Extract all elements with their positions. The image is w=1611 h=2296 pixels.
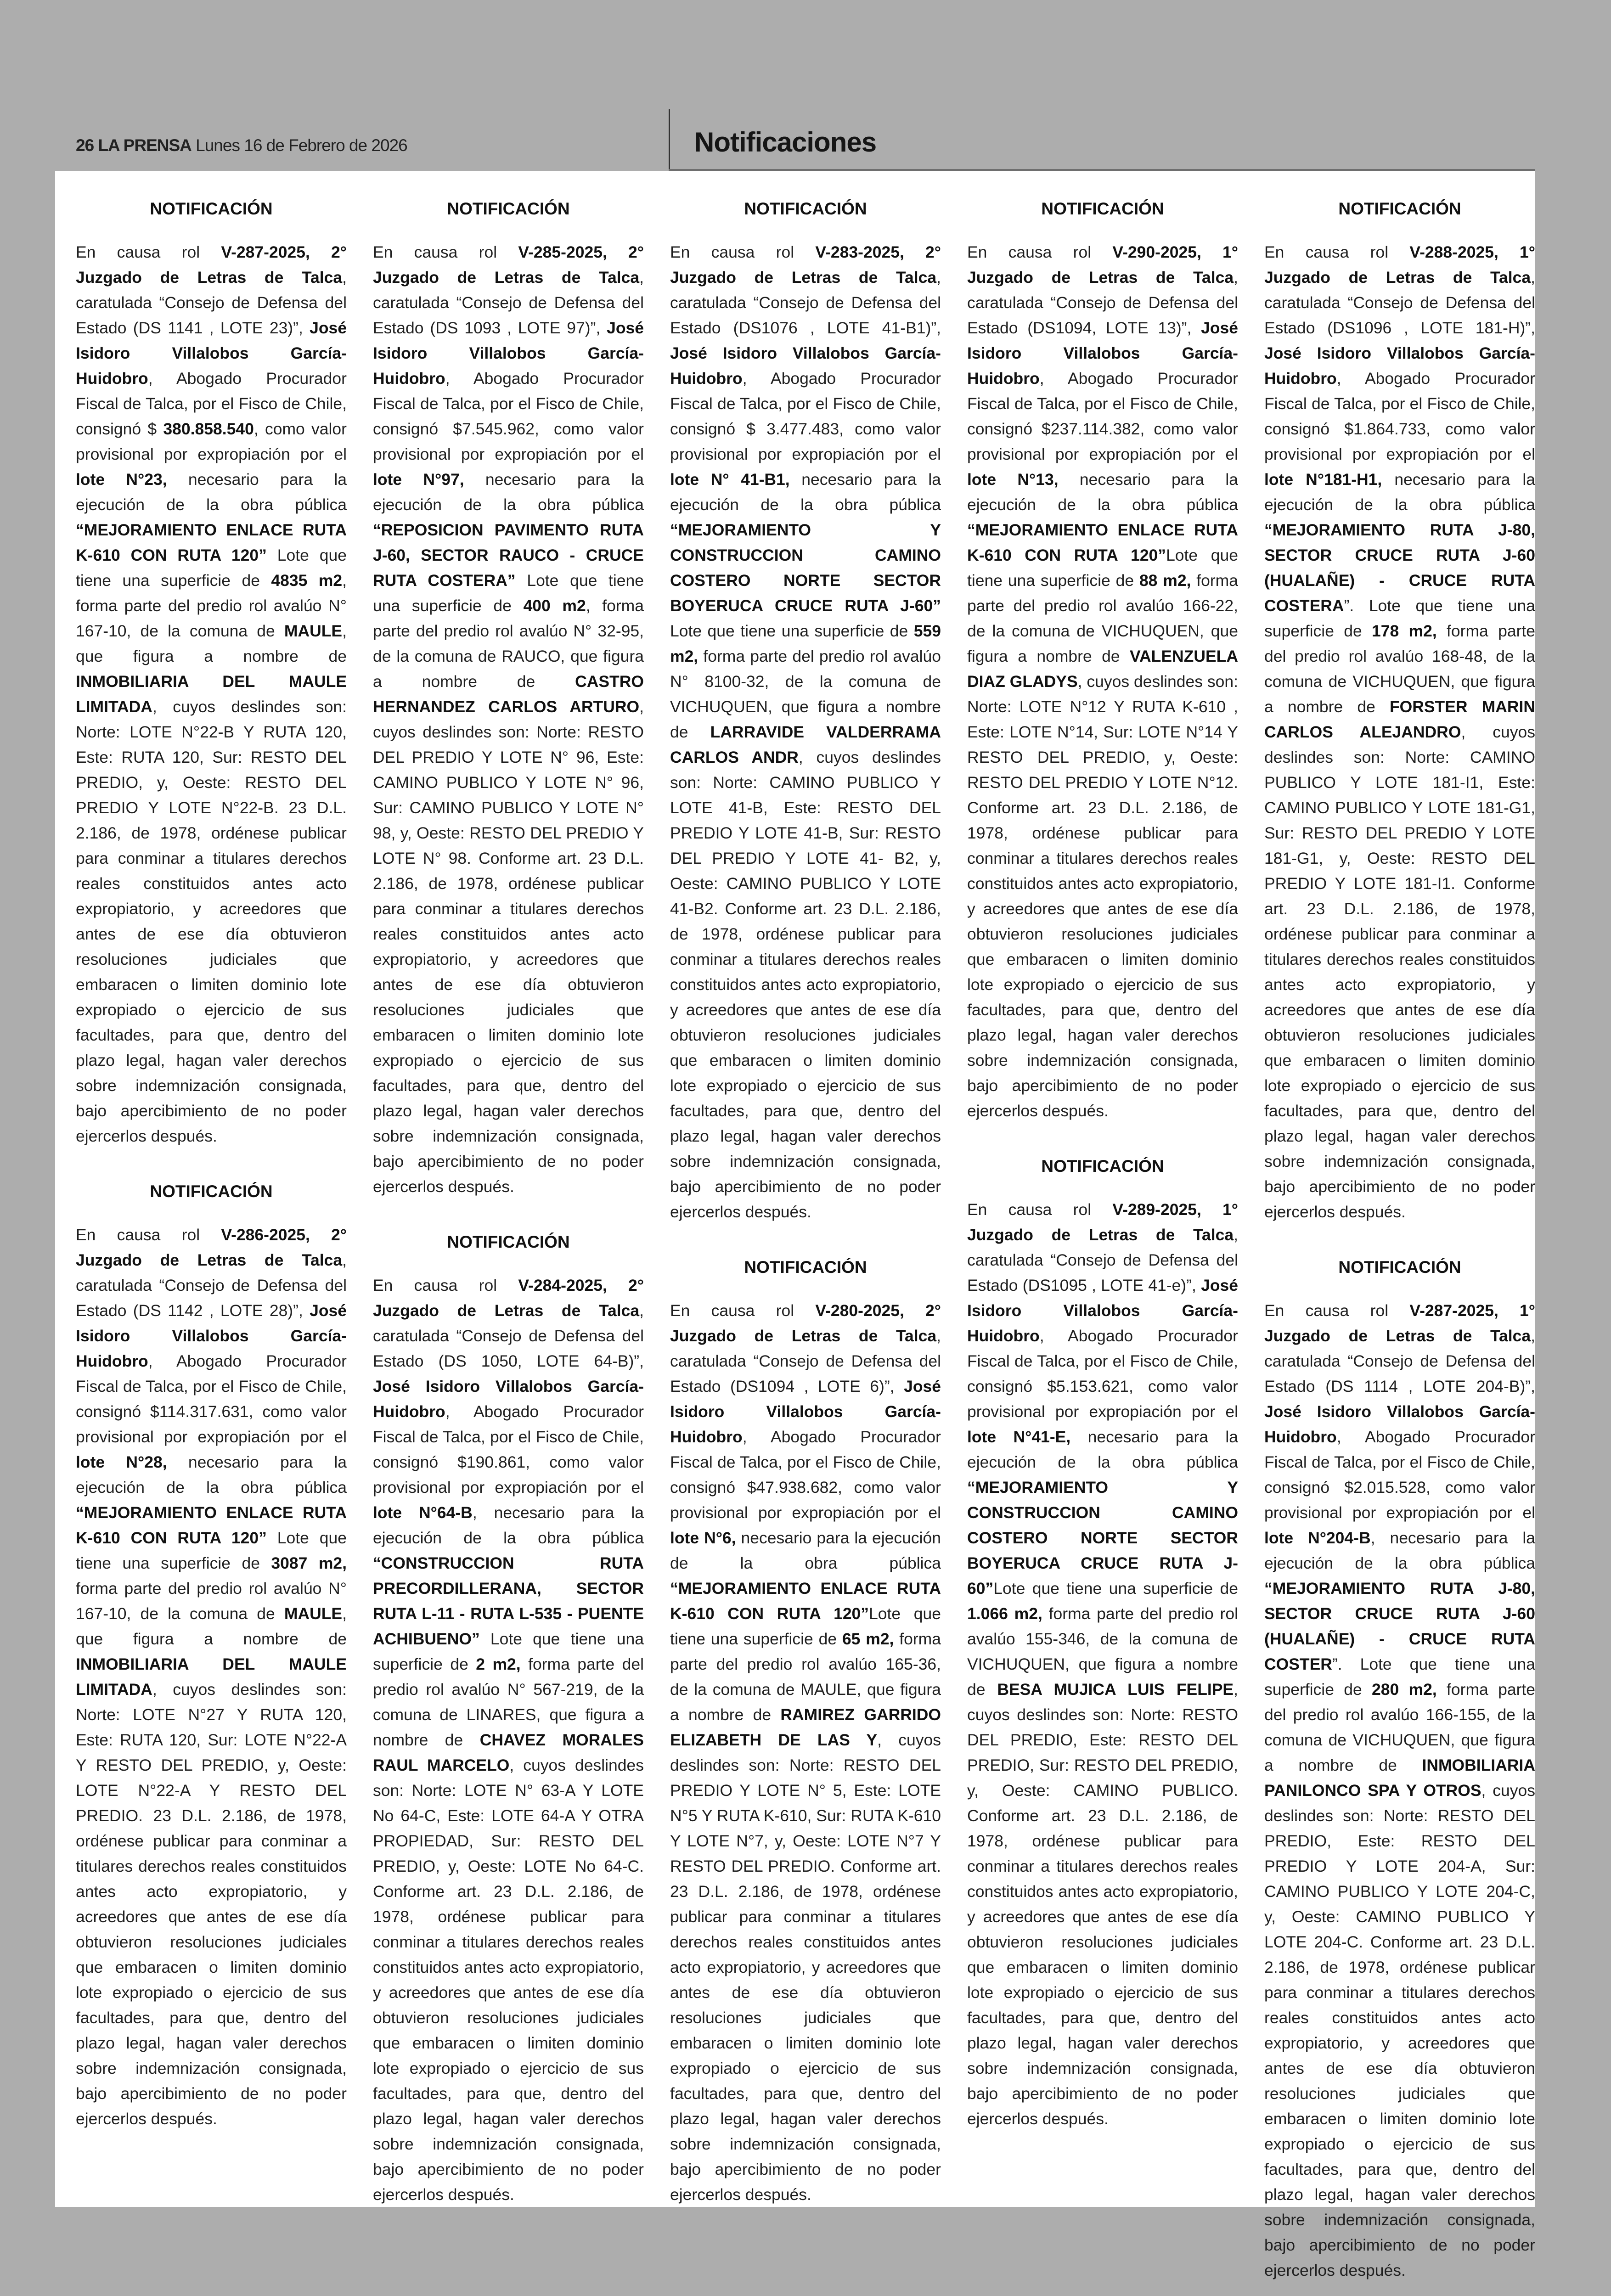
notice-body xyxy=(373,1273,644,2207)
notice-text-bold: lote N°204-B xyxy=(1264,1529,1371,1547)
notice-text-bold: José Isidoro Villalobos García-Huidobro xyxy=(373,1377,644,1421)
notice-text: , Abogado Procurador Fiscal de Talca, por el Fisco de Chile, consignó $ xyxy=(76,369,347,438)
notice-text-bold: V-284-2025, 2° Juzgado de Letras de Talca xyxy=(373,1276,644,1320)
notice-text-bold: “REPOSICION PAVIMENTO RUTA J-60, SECTOR RAUCO - CRUCE RUTA COSTERA” xyxy=(373,521,644,590)
notice-text: , caratulada “Consejo de Defensa del Estado (DS 1050, LOTE 64-B)”, xyxy=(373,1301,644,1370)
notice-text-bold: lote N°181-H1, xyxy=(1264,470,1382,489)
notice-text-bold: MAULE xyxy=(284,622,343,640)
notice-text-bold: V-290-2025, 1° Juzgado de Letras de Talca xyxy=(967,243,1238,287)
notice-title: NOTIFICACIÓN xyxy=(744,199,867,218)
page-header-left xyxy=(76,136,407,155)
notice-text: , Abogado Procurador Fiscal de Talca, por el Fisco de Chile, consignó $2.015.528, como valor provisional por expropiación por el xyxy=(1264,1428,1535,1522)
notice-title: NOTIFICACIÓN xyxy=(150,199,273,218)
notice-text-bold: lote N°64-B xyxy=(373,1503,473,1522)
notice xyxy=(670,196,941,1225)
notice-title: NOTIFICACIÓN xyxy=(1041,199,1164,218)
section-title: Notificaciones xyxy=(694,127,877,158)
notice-text: , Abogado Procurador Fiscal de Talca, por el Fisco de Chile, consignó $190.861, como valor provisional por expropiación por el xyxy=(373,1402,644,1497)
notice-text-bold: lote N°28, xyxy=(76,1453,167,1471)
notice-body xyxy=(967,240,1238,1124)
notice-text: , como valor provisional por expropiación por el xyxy=(76,420,347,463)
notice xyxy=(373,1229,644,2207)
notice-text-bold: José Isidoro Villalobos García-Huidobro xyxy=(670,1377,941,1446)
notice-body xyxy=(670,240,941,1225)
notice-text: necesario para la ejecución de la obra pública xyxy=(373,470,644,514)
notice-text: , Abogado Procurador Fiscal de Talca, por el Fisco de Chile, consignó $ 3.477.483, como valor provisional por expropiación por el xyxy=(670,369,941,463)
notice xyxy=(967,1154,1238,2132)
notice-text-bold: 400 m2 xyxy=(523,597,586,615)
notice-text-bold: José Isidoro Villalobos García-Huidobro xyxy=(1264,344,1535,388)
notice-text-bold: 65 m2, xyxy=(842,1630,894,1648)
notice-body xyxy=(1264,240,1535,1225)
notice-text-bold: “MEJORAMIENTO ENLACE RUTA K-610 CON RUTA 120” xyxy=(967,521,1238,564)
notice-text: , Abogado Procurador Fiscal de Talca, por el Fisco de Chile, consignó $237.114.382, como valor provisional por expropiación por el xyxy=(967,369,1238,463)
notice-text: En causa rol xyxy=(670,243,816,261)
notice-text: forma parte del predio rol avalúo 165-36, de la comuna de MAULE, que figura a nombre de xyxy=(670,1630,941,1724)
notice-text: necesario para la ejecución de la obra pública xyxy=(670,470,941,514)
notice-text: ”. Lote que tiene una superficie de xyxy=(1264,597,1535,640)
notice-body xyxy=(373,240,644,1199)
notice-text-bold: CASTRO HERNANDEZ CARLOS ARTURO xyxy=(373,672,644,716)
column-3 xyxy=(670,196,941,2237)
notice-text-bold: FORSTER MARIN CARLOS ALEJANDRO xyxy=(1264,698,1536,741)
notice-title: NOTIFICACIÓN xyxy=(1041,1157,1164,1176)
notice-text-bold: V-289-2025, 1° Juzgado de Letras de Talca xyxy=(967,1200,1238,1244)
notice-text-bold: “MEJORAMIENTO RUTA J-80, SECTOR CRUCE RUTA J-60 (HUALAÑE) - CRUCE RUTA COSTERA xyxy=(1264,521,1535,615)
notice-text: , caratulada “Consejo de Defensa del Estado (DS 1141 , LOTE 23)”, xyxy=(76,268,347,337)
notice-text-bold: lote N°41-E, xyxy=(967,1428,1071,1446)
notice-text-bold: INMOBILIARIA PANILONCO SPA Y OTROS xyxy=(1264,1756,1535,1800)
notice-text: necesario para la ejecución de la obra pública xyxy=(967,1428,1238,1471)
notice-text-bold: 380.858.540 xyxy=(163,420,254,438)
notice-text: , Abogado Procurador Fiscal de Talca, por el Fisco de Chile, consignó $5.153.621, como valor provisional por expropiación por el xyxy=(967,1327,1238,1421)
notice-text: , caratulada “Consejo de Defensa del Estado (DS1076 , LOTE 41-B1)”, xyxy=(670,268,941,337)
notice-text-bold: 280 m2, xyxy=(1372,1680,1437,1699)
notice-text-bold: José Isidoro Villalobos García-Huidobro xyxy=(76,1301,347,1370)
notice xyxy=(1264,1255,1535,2283)
notice-text-bold: MAULE xyxy=(284,1604,343,1623)
notice-text: En causa rol xyxy=(1264,243,1410,261)
notice-text: , cuyos deslindes son: Norte: RESTO DEL PREDIO, Este: RESTO DEL PREDIO Y LOTE 204-A, Sur: CAMINO PUBLICO Y LOTE 204-C, y, Oeste: CAMINO PUBLICO Y LOTE 204-C. Conforme art. 23 D.L. 2.186, de 1978, ordénese publicar para conminar a titulares derechos reales constituidos antes acto expropiatorio, y acreedores que antes de ese día obtuvieron resoluciones judiciales que embaracen o limiten dominio lote expropiado o ejercicio de sus facultades, para que, dentro del plazo legal, hagan valer derechos sobre indemnización consignada, bajo apercibimiento de no poder ejercerlos después. xyxy=(1264,1781,1535,2279)
notice-body xyxy=(670,1298,941,2207)
notice-body xyxy=(76,240,347,1149)
notice-text: En causa rol xyxy=(967,1200,1113,1219)
notice xyxy=(1264,196,1535,1225)
notice-text: forma parte del predio rol avalúo N° 567-219, de la comuna de LINARES, que figura a nombre de xyxy=(373,1655,644,1749)
notice-text: , caratulada “Consejo de Defensa del Estado (DS 1114 , LOTE 204-B)”, xyxy=(1264,1327,1535,1396)
notice xyxy=(670,1255,941,2207)
notice-text: forma parte del predio rol avalúo 168-48, de la comuna de VICHUQUEN, que figura a nombre de xyxy=(1264,622,1535,716)
notice-text-bold: V-288-2025, 1° Juzgado de Letras de Talca xyxy=(1264,243,1535,287)
notice-text: forma parte del predio rol avalúo 155-346, de la comuna de VICHUQUEN, que figura a nombre de xyxy=(967,1604,1238,1699)
notice-text: , caratulada “Consejo de Defensa del Estado (DS1094 , LOTE 6)”, xyxy=(670,1327,941,1396)
notice-text: , Abogado Procurador Fiscal de Talca, por el Fisco de Chile, consignó $7.545.962, como valor provisional por expropiación por el xyxy=(373,369,644,463)
notice-text: En causa rol xyxy=(1264,1301,1410,1320)
notice-text: , caratulada “Consejo de Defensa del Estado (DS1094, LOTE 13)”, xyxy=(967,268,1238,337)
notice-text-bold: lote N°23, xyxy=(76,470,167,489)
notice-text-bold: “CONSTRUCCION RUTA PRECORDILLERANA, SECTOR RUTA L-11 - RUTA L-535 - PUENTE ACHIBUENO” xyxy=(373,1554,644,1648)
header-separator xyxy=(669,109,670,173)
notice-text: , cuyos deslindes son: Norte: RESTO DEL PREDIO, Este: RESTO DEL PREDIO, Sur: RESTO DEL PREDIO, y, Oeste: CAMINO PUBLICO. Conforme art. 23 D.L. 2.186, de 1978, ordénese publicar para conminar a titulares derechos reales constituidos antes acto expropiatorio, y acreedores que antes de ese día obtuvieron resoluciones judiciales que embaracen o limiten dominio lote expropiado o ejercicio de sus facultades, para que, dentro del plazo legal, hagan valer derechos sobre indemnización consignada, bajo apercibimiento de no poder ejercerlos después. xyxy=(967,1680,1238,2128)
notice-text: , Abogado Procurador Fiscal de Talca, por el Fisco de Chile, consignó $47.938.682, como valor provisional por expropiación por el xyxy=(670,1428,941,1522)
notice-text: necesario para la ejecución de la obra pública xyxy=(967,470,1238,514)
notice-text: , caratulada “Consejo de Defensa del Estado (DS1095 , LOTE 41-e)”, xyxy=(967,1226,1238,1294)
notice-text-bold: 88 m2, xyxy=(1139,571,1191,590)
notice-text: Lote que tiene una superficie de xyxy=(76,546,347,590)
notice-text: Lote que tiene una superficie de xyxy=(670,622,914,640)
notice-text: En causa rol xyxy=(76,243,221,261)
column-1 xyxy=(76,196,347,2161)
notice-text-bold: V-285-2025, 2° Juzgado de Letras de Talca xyxy=(373,243,644,287)
notice-text-bold: lote N°6, xyxy=(670,1529,736,1547)
notice-text: En causa rol xyxy=(670,1301,816,1320)
notice-text-bold: José Isidoro Villalobos García-Huidobro xyxy=(967,1276,1238,1345)
notice-text: forma parte del predio rol avalúo N° 167-10, de la comuna de xyxy=(76,1579,347,1623)
publication-date: Lunes 16 de Febrero de 2026 xyxy=(196,136,407,155)
notice-text-bold: INMOBILIARIA DEL MAULE LIMITADA xyxy=(76,1655,347,1699)
notice-text-bold: “MEJORAMIENTO ENLACE RUTA K-610 CON RUTA 120” xyxy=(76,521,347,564)
notice-text: Lote que tiene una superficie de xyxy=(373,571,644,615)
notice-text: , cuyos deslindes son: Norte: LOTE N°12 Y RUTA K-610 , Este: LOTE N°14, Sur: LOTE N°14 Y RESTO DEL PREDIO, y, Oeste: RESTO DEL PREDIO Y LOTE N°12. Conforme art. 23 D.L. 2.186, de 1978, ordénese publicar para conminar a titulares derechos reales constituidos antes acto expropiatorio, y acreedores que antes de ese día obtuvieron resoluciones judiciales que embaracen o limiten dominio lote expropiado o ejercicio de sus facultades, para que, dentro del plazo legal, hagan valer derechos sobre indemnización consignada, bajo apercibimiento de no poder ejercerlos después. xyxy=(967,672,1238,1120)
notice xyxy=(76,196,347,1149)
notice-text-bold: lote N° 41-B1, xyxy=(670,470,790,489)
notice-text: , caratulada “Consejo de Defensa del Estado (DS 1093 , LOTE 97)”, xyxy=(373,268,644,337)
notice-text-bold: José Isidoro Villalobos García-Huidobro xyxy=(373,319,644,388)
notice-text: necesario para la ejecución de la obra pública xyxy=(76,1453,347,1497)
notice-text-bold: 4835 m2 xyxy=(271,571,343,590)
notice-title: NOTIFICACIÓN xyxy=(1338,1258,1461,1277)
notice-body xyxy=(76,1222,347,2132)
notice-text: , caratulada “Consejo de Defensa del Estado (DS 1142 , LOTE 28)”, xyxy=(76,1251,347,1320)
notice-text-bold: RAMIREZ GARRIDO ELIZABETH DE LAS Y xyxy=(670,1705,941,1749)
notice-title: NOTIFICACIÓN xyxy=(150,1182,273,1201)
notice-text-bold: 178 m2, xyxy=(1372,622,1437,640)
notice-text-bold: “MEJORAMIENTO Y CONSTRUCCION CAMINO COSTERO NORTE SECTOR BOYERUCA CRUCE RUTA J-60” xyxy=(967,1478,1238,1598)
notice-text: necesario para la ejecución de la obra pública xyxy=(670,1529,941,1572)
notice-text: En causa rol xyxy=(373,1276,518,1294)
notice-text-bold: V-287-2025, 1° Juzgado de Letras de Talca xyxy=(1264,1301,1535,1345)
notice-text: Lote que tiene una superficie de xyxy=(967,546,1239,590)
notice-text: Lote que tiene una superficie de xyxy=(76,1529,347,1572)
notice-text-bold: INMOBILIARIA DEL MAULE LIMITADA xyxy=(76,672,347,716)
notice-text-bold: V-286-2025, 2° Juzgado de Letras de Talca xyxy=(76,1226,347,1269)
notice-text: Lote que tiene una superficie de xyxy=(373,1630,644,1673)
notice-text: , cuyos deslindes son: Norte: LOTE N°22-B Y RUTA 120, Este: RUTA 120, Sur: RESTO DEL PREDIO, y, Oeste: RESTO DEL PREDIO Y LOTE N°22-B. 23 D.L. 2.186, de 1978, ordénese publicar para conminar a titulares derechos reales constituidos antes acto expropiatorio, y acreedores que antes de ese día obtuvieron resoluciones judiciales que embaracen o limiten dominio lote expropiado o ejercicio de sus facultades, para que, dentro del plazo legal, hagan valer derechos sobre indemnización consignada, bajo apercibimiento de no poder ejercerlos después. xyxy=(76,698,347,1145)
notice-text: En causa rol xyxy=(967,243,1113,261)
notice-text-bold: “MEJORAMIENTO RUTA J-80, SECTOR CRUCE RUTA J-60 (HUALAÑE) - CRUCE RUTA COSTER xyxy=(1264,1579,1535,1673)
notice-text-bold: “MEJORAMIENTO ENLACE RUTA K-610 CON RUTA 120” xyxy=(670,1579,941,1623)
notice-text-bold: José Isidoro Villalobos García-Huidobro xyxy=(76,319,347,388)
notice-text-bold: V-280-2025, 2° Juzgado de Letras de Talca xyxy=(670,1301,941,1345)
notice-text-bold: 3087 m2, xyxy=(271,1554,347,1572)
notice-text: , necesario para la ejecución de la obra pública xyxy=(373,1503,644,1547)
notice-text: necesario para la ejecución de la obra pública xyxy=(76,470,347,514)
notice-title: NOTIFICACIÓN xyxy=(1338,199,1461,218)
notice xyxy=(373,196,644,1199)
notice-text: En causa rol xyxy=(76,1226,221,1244)
notice-text-bold: V-283-2025, 2° Juzgado de Letras de Talca xyxy=(670,243,941,287)
notice-text: , cuyos deslindes son: Norte: RESTO DEL PREDIO Y LOTE N° 96, Este: CAMINO PUBLICO Y LOTE N° 96, Sur: CAMINO PUBLICO Y LOTE N° 98, y, Oeste: RESTO DEL PREDIO Y LOTE N° 98. Conforme art. 23 D.L. 2.186, de 1978, ordénese publicar para conminar a titulares derechos reales constituidos antes acto expropiatorio, y acreedores que antes de ese día obtuvieron resoluciones judiciales que embaracen o limiten dominio lote expropiado o ejercicio de sus facultades, para que, dentro del plazo legal, hagan valer derechos sobre indemnización consignada, bajo apercibimiento de no poder ejercerlos después. xyxy=(373,698,644,1196)
notice-body xyxy=(1264,1298,1535,2283)
notice-text: , que figura a nombre de xyxy=(76,622,347,665)
notice-text: , forma parte del predio rol avalúo N° 32-95, de la comuna de RAUCO, que figura a nombre de xyxy=(373,597,644,691)
notice-title: NOTIFICACIÓN xyxy=(447,199,570,218)
notice-text: , cuyos deslindes son: Norte: CAMINO PUBLICO Y LOTE 41-B, Este: RESTO DEL PREDIO Y LOTE 41-B, Sur: RESTO DEL PREDIO Y LOTE 41- B2, y, Oeste: CAMINO PUBLICO Y LOTE 41-B2. Conforme art. 23 D.L. 2.186, de 1978, ordénese publicar para conminar a titulares derechos reales constituidos antes acto expropiatorio, y acreedores que antes de ese día obtuvieron resoluciones judiciales que embaracen o limiten dominio lote expropiado o ejercicio de sus facultades, para que, dentro del plazo legal, hagan valer derechos sobre indemnización consignada, bajo apercibimiento de no poder ejercerlos después. xyxy=(670,748,941,1221)
notice-title: NOTIFICACIÓN xyxy=(744,1258,867,1277)
notice-text: , cuyos deslindes son: Norte: RESTO DEL PREDIO Y LOTE N° 5, Este: LOTE N°5 Y RUTA K-610, Sur: RUTA K-610 Y LOTE N°7, y, Oeste: LOTE N°7 Y RESTO DEL PREDIO. Conforme art. 23 D.L. 2.186, de 1978, ordénese publicar para conminar a titulares derechos reales constituidos antes acto expropiatorio, y acreedores que antes de ese día obtuvieron resoluciones judiciales que embaracen o limiten dominio lote expropiado o ejercicio de sus facultades, para que, dentro del plazo legal, hagan valer derechos sobre indemnización consignada, bajo apercibimiento de no poder ejercerlos después. xyxy=(670,1731,941,2204)
notice-text-bold: José Isidoro Villalobos García-Huidobro xyxy=(967,319,1238,388)
notice-text: , que figura a nombre de xyxy=(76,1604,347,1648)
notice-text-bold: “MEJORAMIENTO Y CONSTRUCCION CAMINO COSTERO NORTE SECTOR BOYERUCA CRUCE RUTA J-60” xyxy=(670,521,941,615)
notice-text: , cuyos deslindes son: Norte: LOTE N° 63-A Y LOTE No 64-C, Este: LOTE 64-A Y OTRA PROPIEDAD, Sur: RESTO DEL PREDIO, y, Oeste: LOTE No 64-C. Conforme art. 23 D.L. 2.186, de 1978, ordénese publicar para conminar a titulares derechos reales constituidos antes acto expropiatorio, y acreedores que antes de ese día obtuvieron resoluciones judiciales que embaracen o limiten dominio lote expropiado o ejercicio de sus facultades, para que, dentro del plazo legal, hagan valer derechos sobre indemnización consignada, bajo apercibimiento de no poder ejercerlos después. xyxy=(373,1756,644,2204)
notice-text: , Abogado Procurador Fiscal de Talca, por el Fisco de Chile, consignó $1.864.733, como valor provisional por expropiación por el xyxy=(1264,369,1535,463)
notice-text: ”. Lote que tiene una superficie de xyxy=(1264,1655,1535,1699)
column-4 xyxy=(967,196,1238,2161)
notice-text: Lote que tiene una superficie de xyxy=(993,1579,1238,1598)
notice-text-bold: José Isidoro Villalobos García-Huidobro xyxy=(670,344,941,388)
publication-name: LA PRENSA xyxy=(98,136,192,155)
page-content xyxy=(55,171,1536,2279)
notice xyxy=(967,196,1238,1124)
notice-text-bold: LARRAVIDE VALDERRAMA CARLOS ANDR xyxy=(670,723,941,766)
notice-text-bold: CHAVEZ MORALES RAUL MARCELO xyxy=(373,1731,644,1774)
notice-text-bold: 559 m2, xyxy=(670,622,941,665)
column-2 xyxy=(373,196,644,2237)
notice-text: En causa rol xyxy=(373,243,518,261)
notice-text-bold: V-287-2025, 2° Juzgado de Letras de Talca xyxy=(76,243,347,287)
notice-body xyxy=(967,1197,1238,2132)
notice-title: NOTIFICACIÓN xyxy=(447,1232,570,1251)
notice-text: , necesario para la ejecución de la obra pública xyxy=(1264,1529,1535,1572)
notice xyxy=(76,1179,347,2132)
notice-text-bold: BESA MUJICA LUIS FELIPE xyxy=(997,1680,1234,1699)
notice-text-bold: VALENZUELA DIAZ GLADYS xyxy=(967,647,1238,691)
notice-text: forma parte del predio rol avalúo 166-22, de la comuna de VICHUQUEN, que figura a nombre de xyxy=(967,571,1238,665)
notice-text: Lote que tiene una superficie de xyxy=(670,1604,941,1648)
notice-text-bold: 1.066 m2, xyxy=(967,1604,1042,1623)
page-number: 26 xyxy=(76,136,94,155)
notice-text-bold: “MEJORAMIENTO ENLACE RUTA K-610 CON RUTA 120” xyxy=(76,1503,347,1547)
notice-text-bold: lote N°13, xyxy=(967,470,1059,489)
notice-text: necesario para la ejecución de la obra pública xyxy=(1264,470,1535,514)
notice-text-bold: lote N°97, xyxy=(373,470,464,489)
notice-text-bold: José Isidoro Villalobos García-Huidobro xyxy=(1264,1402,1535,1446)
notice-text: , Abogado Procurador Fiscal de Talca, por el Fisco de Chile, consignó $114.317.631, como valor provisional por expropiación por el xyxy=(76,1352,347,1446)
notice-text-bold: 2 m2, xyxy=(476,1655,521,1673)
column-5 xyxy=(1264,196,1535,2296)
notice-text: forma parte del predio rol avalúo 166-155, de la comuna de VICHUQUEN, que figura a nombre de xyxy=(1264,1680,1535,1774)
notice-text: , caratulada “Consejo de Defensa del Estado (DS1096 , LOTE 181-H)”, xyxy=(1264,268,1535,337)
notice-text: , cuyos deslindes son: Norte: CAMINO PUBLICO Y LOTE 181-I1, Este: CAMINO PUBLICO Y LOTE 181-G1, Sur: RESTO DEL PREDIO Y LOTE 181-G1, y, Oeste: RESTO DEL PREDIO Y LOTE 181-I1. Conforme art. 23 D.L. 2.186, de 1978, ordénese publicar para conminar a titulares derechos reales constituidos antes acto expropiatorio, y acreedores que antes de ese día obtuvieron resoluciones judiciales que embaracen o limiten dominio lote expropiado o ejercicio de sus facultades, para que, dentro del plazo legal, hagan valer derechos sobre indemnización consignada, bajo apercibimiento de no poder ejercerlos después. xyxy=(1264,723,1535,1221)
notice-text: , cuyos deslindes son: Norte: LOTE N°27 Y RUTA 120, Este: RUTA 120, Sur: LOTE N°22-A Y RESTO DEL PREDIO, y, Oeste: LOTE N°22-A Y RESTO DEL PREDIO. 23 D.L. 2.186, de 1978, ordénese publicar para conminar a titulares derechos reales constituidos antes acto expropiatorio, y acreedores que antes de ese día obtuvieron resoluciones judiciales que embaracen o limiten dominio lote expropiado o ejercicio de sus facultades, para que, dentro del plazo legal, hagan valer derechos sobre indemnización consignada, bajo apercibimiento de no poder ejercerlos después. xyxy=(76,1680,347,2128)
notice-text: , forma parte del predio rol avalúo N° 167-10, de la comuna de xyxy=(76,571,347,640)
notice-text: forma parte del predio rol avalúo N° 8100-32, de la comuna de VICHUQUEN, que figura a nombre de xyxy=(670,647,941,741)
